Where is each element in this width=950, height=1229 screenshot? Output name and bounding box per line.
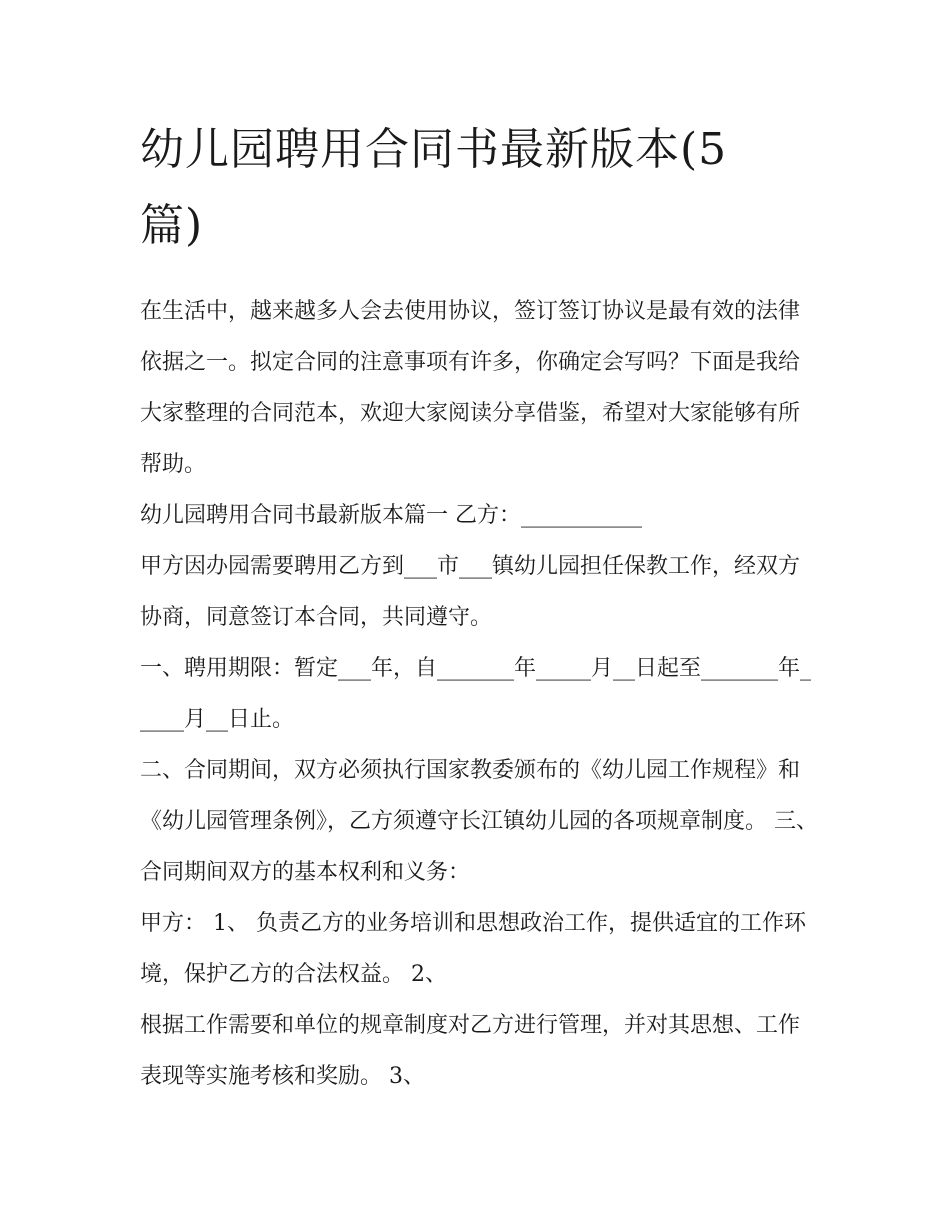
employment-purpose-paragraph: 甲方因办园需要聘用乙方到___市___镇幼儿园担任保教工作，经双方协商，同意签订本合同，共同遵守。 (140, 554, 801, 630)
document-page (140, 112, 820, 1102)
contract-heading-paragraph: 幼儿园聘用合同书最新版本篇一 乙方：___________ (140, 503, 642, 528)
party-a-duty-2-paragraph: 根据工作需要和单位的规章制度对乙方进行管理，并对其思想、工作表现等实施考核和奖励。 3、 (140, 1013, 801, 1089)
party-a-duty-1-paragraph: 甲方： 1、 负责乙方的业务培训和思想政治工作，提供适宜的工作环境，保护乙方的合法权益。 2、 (140, 911, 806, 987)
regulations-clause-paragraph: 二、合同期间，双方必须执行国家教委颁布的《幼儿园工作规程》和《幼儿园管理条例》，乙方须遵守长江镇幼儿园的各项规章制度。 三、合同期间双方的基本权利和义务： (140, 758, 818, 885)
document-title (140, 112, 820, 264)
intro-paragraph: 在生活中，越来越多人会去使用协议，签订签订协议是最有效的法律依据之一。拟定合同的注意事项有许多，你确定会写吗？下面是我给大家整理的合同范本，欢迎大家阅读分享借鉴，希望对大家能够有所帮助。 (140, 299, 801, 477)
document-title-line-1: 幼儿园聘用合同书最新版本(5 (140, 124, 728, 175)
document-title-line-2: 篇) (140, 200, 204, 251)
term-clause-paragraph: 一、聘用期限：暂定___年，自_______年_____月__日起至_______年_____月__日止。 (140, 656, 812, 732)
